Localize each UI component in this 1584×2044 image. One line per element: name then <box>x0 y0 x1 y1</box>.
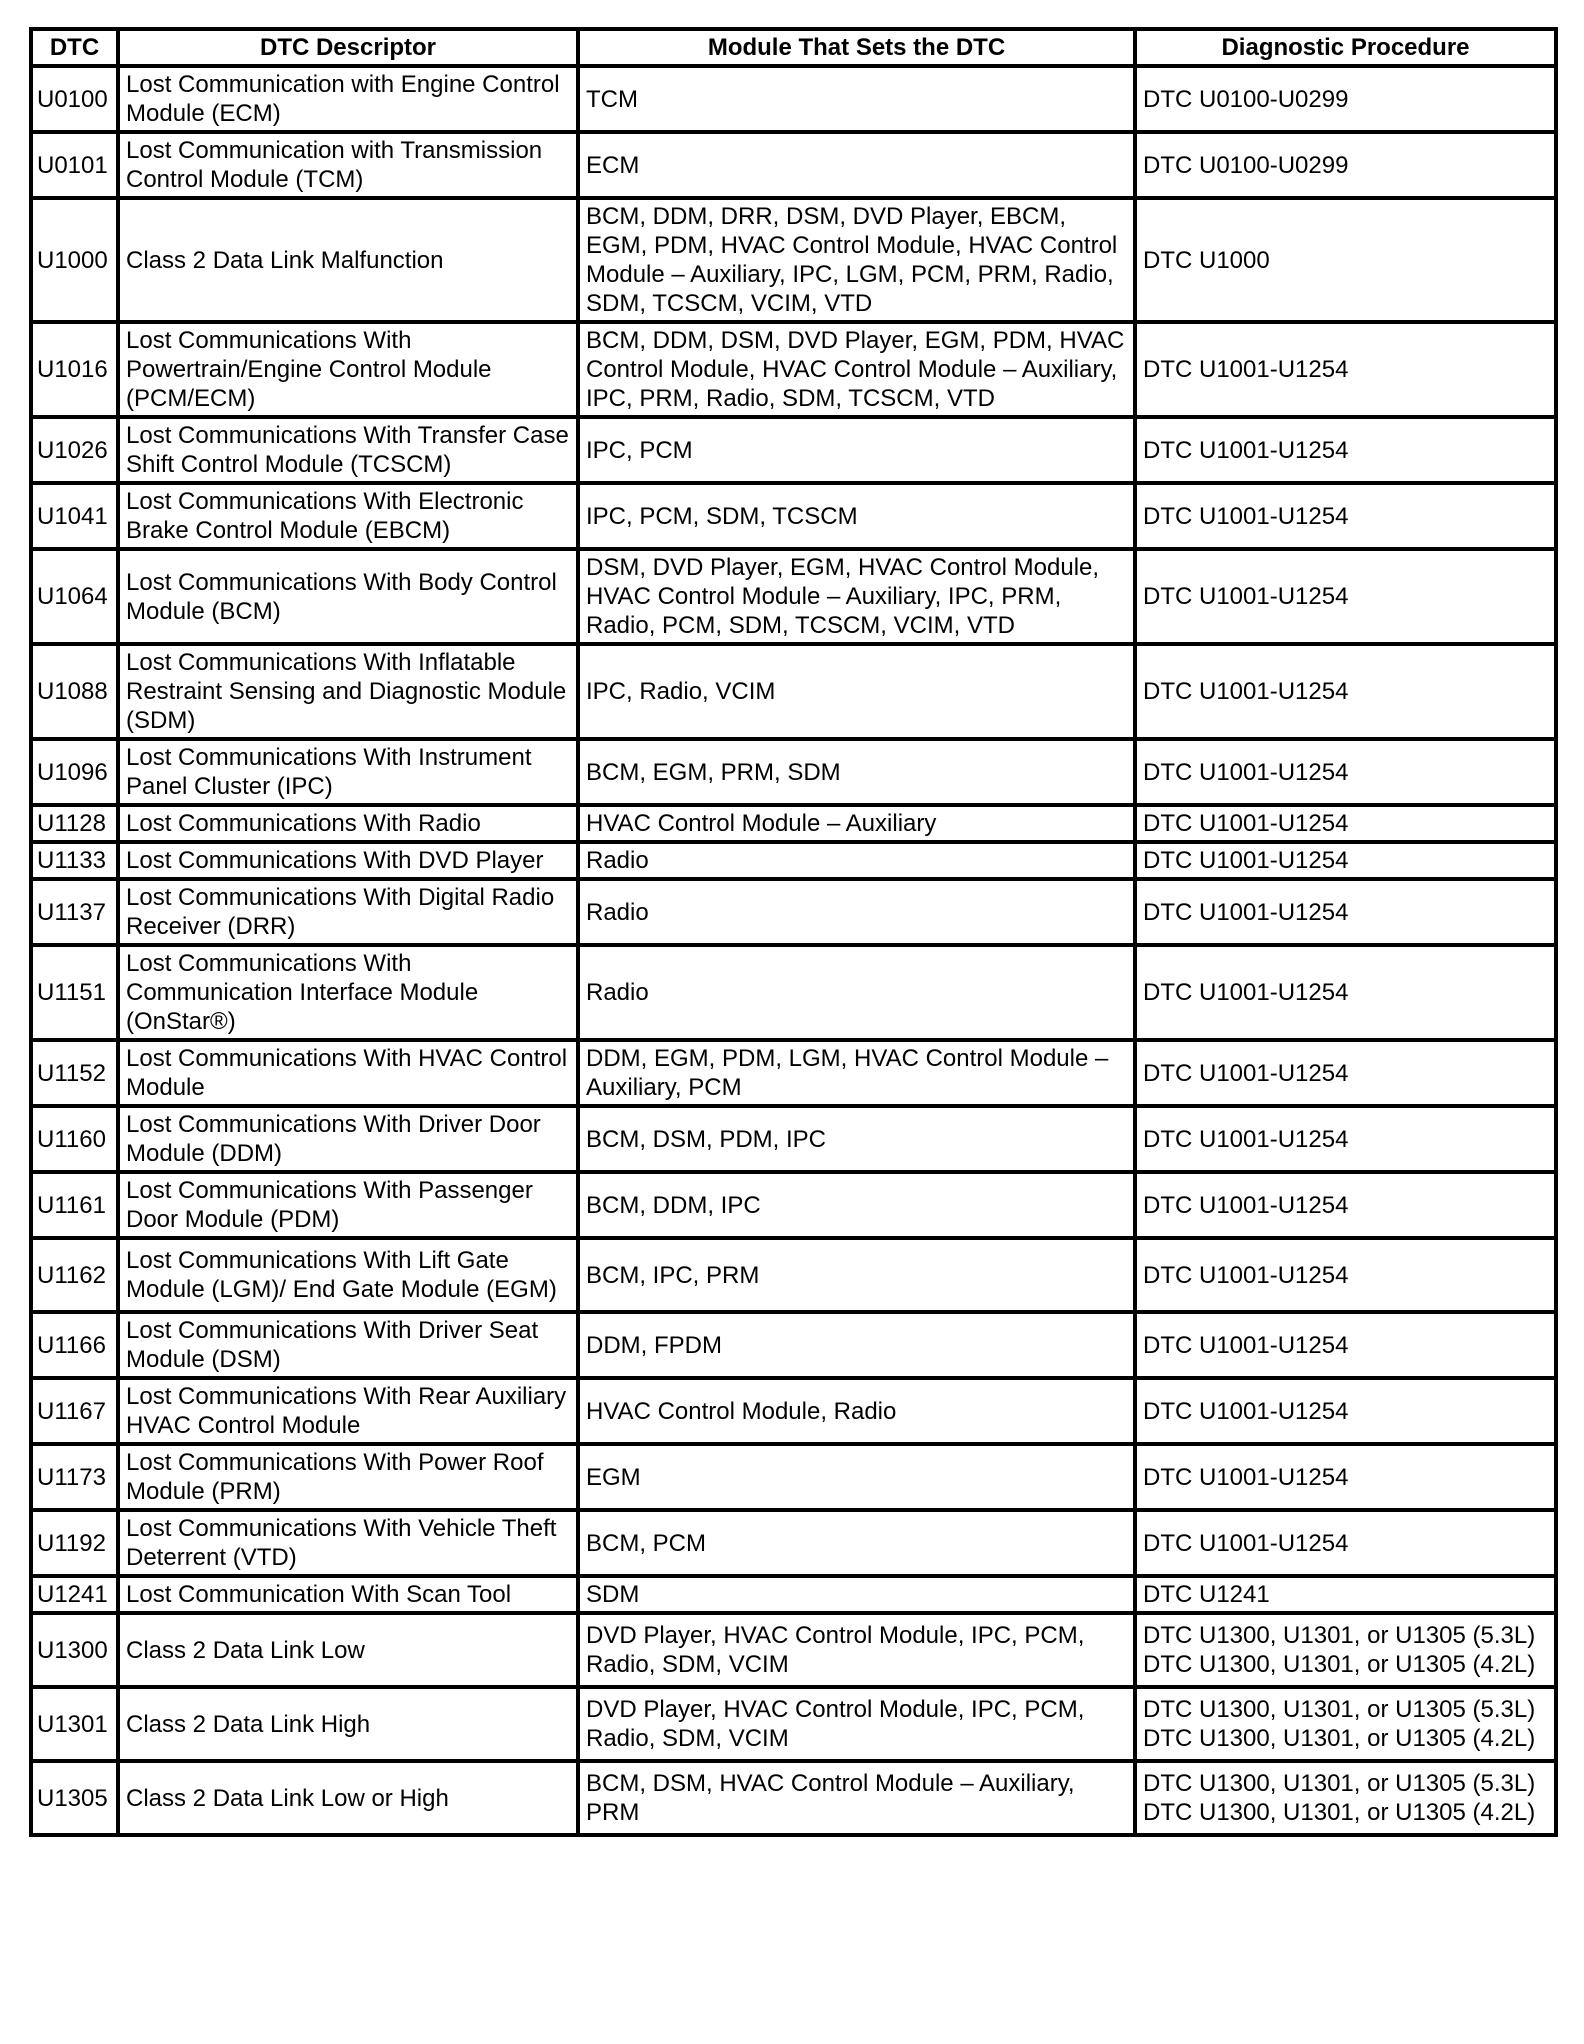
cell-module: HVAC Control Module – Auxiliary <box>578 805 1135 842</box>
cell-descriptor: Lost Communications With Digital Radio Receiver (DRR) <box>118 879 578 945</box>
dtc-table <box>29 27 1558 1837</box>
cell-procedure: DTC U1001-U1254 <box>1135 322 1556 417</box>
table-row <box>31 1312 1556 1378</box>
cell-procedure: DTC U1000 <box>1135 198 1556 322</box>
cell-dtc: U1128 <box>31 805 118 842</box>
cell-module: TCM <box>578 66 1135 132</box>
cell-procedure: DTC U1001-U1254 <box>1135 1172 1556 1238</box>
table-row <box>31 1040 1556 1106</box>
cell-descriptor: Class 2 Data Link Malfunction <box>118 198 578 322</box>
cell-module: DDM, FPDM <box>578 1312 1135 1378</box>
cell-dtc: U1166 <box>31 1312 118 1378</box>
cell-descriptor: Lost Communications With Passenger Door Module (PDM) <box>118 1172 578 1238</box>
cell-module: SDM <box>578 1576 1135 1613</box>
cell-module: BCM, DDM, DSM, DVD Player, EGM, PDM, HVAC Control Module, HVAC Control Module – Auxiliary, IPC, PRM, Radio, SDM, TCSCM, VTD <box>578 322 1135 417</box>
cell-module: Radio <box>578 842 1135 879</box>
cell-descriptor: Lost Communication With Scan Tool <box>118 1576 578 1613</box>
cell-descriptor: Lost Communications With Transfer Case Shift Control Module (TCSCM) <box>118 417 578 483</box>
cell-module: DSM, DVD Player, EGM, HVAC Control Module, HVAC Control Module – Auxiliary, IPC, PRM, Radio, PCM, SDM, TCSCM, VCIM, VTD <box>578 549 1135 644</box>
table-row <box>31 1444 1556 1510</box>
cell-procedure: DTC U1001-U1254 <box>1135 549 1556 644</box>
table-row <box>31 1106 1556 1172</box>
cell-descriptor: Lost Communications With Rear Auxiliary HVAC Control Module <box>118 1378 578 1444</box>
cell-dtc: U1016 <box>31 322 118 417</box>
cell-procedure: DTC U0100-U0299 <box>1135 66 1556 132</box>
cell-procedure: DTC U1001-U1254 <box>1135 1106 1556 1172</box>
cell-descriptor: Class 2 Data Link Low or High <box>118 1761 578 1835</box>
cell-dtc: U1167 <box>31 1378 118 1444</box>
cell-dtc: U1161 <box>31 1172 118 1238</box>
table-row <box>31 1613 1556 1687</box>
cell-module: BCM, EGM, PRM, SDM <box>578 739 1135 805</box>
cell-descriptor: Lost Communication with Transmission Control Module (TCM) <box>118 132 578 198</box>
cell-dtc: U1096 <box>31 739 118 805</box>
cell-dtc: U1041 <box>31 483 118 549</box>
cell-procedure: DTC U1300, U1301, or U1305 (5.3L) DTC U1300, U1301, or U1305 (4.2L) <box>1135 1613 1556 1687</box>
cell-dtc: U1137 <box>31 879 118 945</box>
cell-descriptor: Lost Communications With Power Roof Module (PRM) <box>118 1444 578 1510</box>
cell-dtc: U1241 <box>31 1576 118 1613</box>
cell-dtc: U1300 <box>31 1613 118 1687</box>
cell-dtc: U1162 <box>31 1238 118 1312</box>
table-row <box>31 198 1556 322</box>
table-row <box>31 1687 1556 1761</box>
cell-dtc: U1064 <box>31 549 118 644</box>
table-row <box>31 549 1556 644</box>
cell-descriptor: Class 2 Data Link Low <box>118 1613 578 1687</box>
cell-descriptor: Lost Communication with Engine Control Module (ECM) <box>118 66 578 132</box>
table-row <box>31 1576 1556 1613</box>
table-body <box>31 66 1556 1835</box>
cell-procedure: DTC U1001-U1254 <box>1135 1378 1556 1444</box>
header-dtc-descriptor: DTC Descriptor <box>118 29 578 66</box>
cell-module: ECM <box>578 132 1135 198</box>
cell-dtc: U1026 <box>31 417 118 483</box>
header-module: Module That Sets the DTC <box>578 29 1135 66</box>
cell-procedure: DTC U1001-U1254 <box>1135 1312 1556 1378</box>
cell-procedure: DTC U1241 <box>1135 1576 1556 1613</box>
table-row <box>31 842 1556 879</box>
cell-procedure: DTC U1001-U1254 <box>1135 879 1556 945</box>
cell-dtc: U1173 <box>31 1444 118 1510</box>
table-row <box>31 1761 1556 1835</box>
cell-procedure: DTC U1001-U1254 <box>1135 1444 1556 1510</box>
cell-module: BCM, DSM, HVAC Control Module – Auxiliary, PRM <box>578 1761 1135 1835</box>
cell-procedure: DTC U1001-U1254 <box>1135 1510 1556 1576</box>
cell-dtc: U1192 <box>31 1510 118 1576</box>
table-row <box>31 1378 1556 1444</box>
cell-descriptor: Lost Communications With Lift Gate Module (LGM)/ End Gate Module (EGM) <box>118 1238 578 1312</box>
header-diagnostic-procedure: Diagnostic Procedure <box>1135 29 1556 66</box>
cell-dtc: U0101 <box>31 132 118 198</box>
cell-module: BCM, IPC, PRM <box>578 1238 1135 1312</box>
cell-descriptor: Lost Communications With Powertrain/Engine Control Module (PCM/ECM) <box>118 322 578 417</box>
table-row <box>31 322 1556 417</box>
cell-descriptor: Lost Communications With Vehicle Theft Deterrent (VTD) <box>118 1510 578 1576</box>
cell-dtc: U1301 <box>31 1687 118 1761</box>
header-dtc: DTC <box>31 29 118 66</box>
cell-dtc: U1000 <box>31 198 118 322</box>
cell-dtc: U1088 <box>31 644 118 739</box>
cell-procedure: DTC U1001-U1254 <box>1135 483 1556 549</box>
table-row <box>31 805 1556 842</box>
table-row <box>31 739 1556 805</box>
cell-procedure: DTC U1001-U1254 <box>1135 1238 1556 1312</box>
table-row <box>31 1238 1556 1312</box>
table-row <box>31 132 1556 198</box>
cell-procedure: DTC U1001-U1254 <box>1135 739 1556 805</box>
cell-module: EGM <box>578 1444 1135 1510</box>
cell-module: Radio <box>578 879 1135 945</box>
cell-module: Radio <box>578 945 1135 1040</box>
table-row <box>31 417 1556 483</box>
cell-module: BCM, PCM <box>578 1510 1135 1576</box>
cell-module: DVD Player, HVAC Control Module, IPC, PCM, Radio, SDM, VCIM <box>578 1687 1135 1761</box>
cell-dtc: U1160 <box>31 1106 118 1172</box>
cell-procedure: DTC U1300, U1301, or U1305 (5.3L) DTC U1300, U1301, or U1305 (4.2L) <box>1135 1687 1556 1761</box>
cell-dtc: U1305 <box>31 1761 118 1835</box>
cell-module: BCM, DDM, DRR, DSM, DVD Player, EBCM, EGM, PDM, HVAC Control Module, HVAC Control Module – Auxiliary, IPC, LGM, PCM, PRM, Radio, SDM, TCSCM, VCIM, VTD <box>578 198 1135 322</box>
cell-descriptor: Lost Communications With Radio <box>118 805 578 842</box>
cell-dtc: U1151 <box>31 945 118 1040</box>
cell-procedure: DTC U1001-U1254 <box>1135 1040 1556 1106</box>
cell-descriptor: Lost Communications With Driver Seat Module (DSM) <box>118 1312 578 1378</box>
cell-module: DDM, EGM, PDM, LGM, HVAC Control Module – Auxiliary, PCM <box>578 1040 1135 1106</box>
cell-descriptor: Lost Communications With Inflatable Restraint Sensing and Diagnostic Module (SDM) <box>118 644 578 739</box>
cell-procedure: DTC U1001-U1254 <box>1135 842 1556 879</box>
cell-descriptor: Lost Communications With Driver Door Module (DDM) <box>118 1106 578 1172</box>
cell-module: IPC, Radio, VCIM <box>578 644 1135 739</box>
cell-module: BCM, DSM, PDM, IPC <box>578 1106 1135 1172</box>
table-row <box>31 879 1556 945</box>
table-row <box>31 945 1556 1040</box>
table-row <box>31 644 1556 739</box>
table-row <box>31 1172 1556 1238</box>
cell-module: BCM, DDM, IPC <box>578 1172 1135 1238</box>
cell-descriptor: Lost Communications With Instrument Panel Cluster (IPC) <box>118 739 578 805</box>
cell-procedure: DTC U1001-U1254 <box>1135 945 1556 1040</box>
cell-procedure: DTC U1001-U1254 <box>1135 417 1556 483</box>
cell-procedure: DTC U1001-U1254 <box>1135 644 1556 739</box>
table-row <box>31 1510 1556 1576</box>
cell-descriptor: Lost Communications With Communication Interface Module (OnStar®) <box>118 945 578 1040</box>
cell-descriptor: Lost Communications With Electronic Brake Control Module (EBCM) <box>118 483 578 549</box>
cell-dtc: U1133 <box>31 842 118 879</box>
cell-descriptor: Lost Communications With DVD Player <box>118 842 578 879</box>
cell-module: IPC, PCM, SDM, TCSCM <box>578 483 1135 549</box>
cell-descriptor: Lost Communications With Body Control Module (BCM) <box>118 549 578 644</box>
cell-dtc: U0100 <box>31 66 118 132</box>
cell-module: HVAC Control Module, Radio <box>578 1378 1135 1444</box>
cell-module: DVD Player, HVAC Control Module, IPC, PCM, Radio, SDM, VCIM <box>578 1613 1135 1687</box>
cell-module: IPC, PCM <box>578 417 1135 483</box>
cell-descriptor: Lost Communications With HVAC Control Module <box>118 1040 578 1106</box>
header-row <box>31 29 1556 66</box>
table-row <box>31 483 1556 549</box>
cell-procedure: DTC U1001-U1254 <box>1135 805 1556 842</box>
cell-procedure: DTC U0100-U0299 <box>1135 132 1556 198</box>
cell-dtc: U1152 <box>31 1040 118 1106</box>
table-row <box>31 66 1556 132</box>
cell-procedure: DTC U1300, U1301, or U1305 (5.3L) DTC U1300, U1301, or U1305 (4.2L) <box>1135 1761 1556 1835</box>
cell-descriptor: Class 2 Data Link High <box>118 1687 578 1761</box>
